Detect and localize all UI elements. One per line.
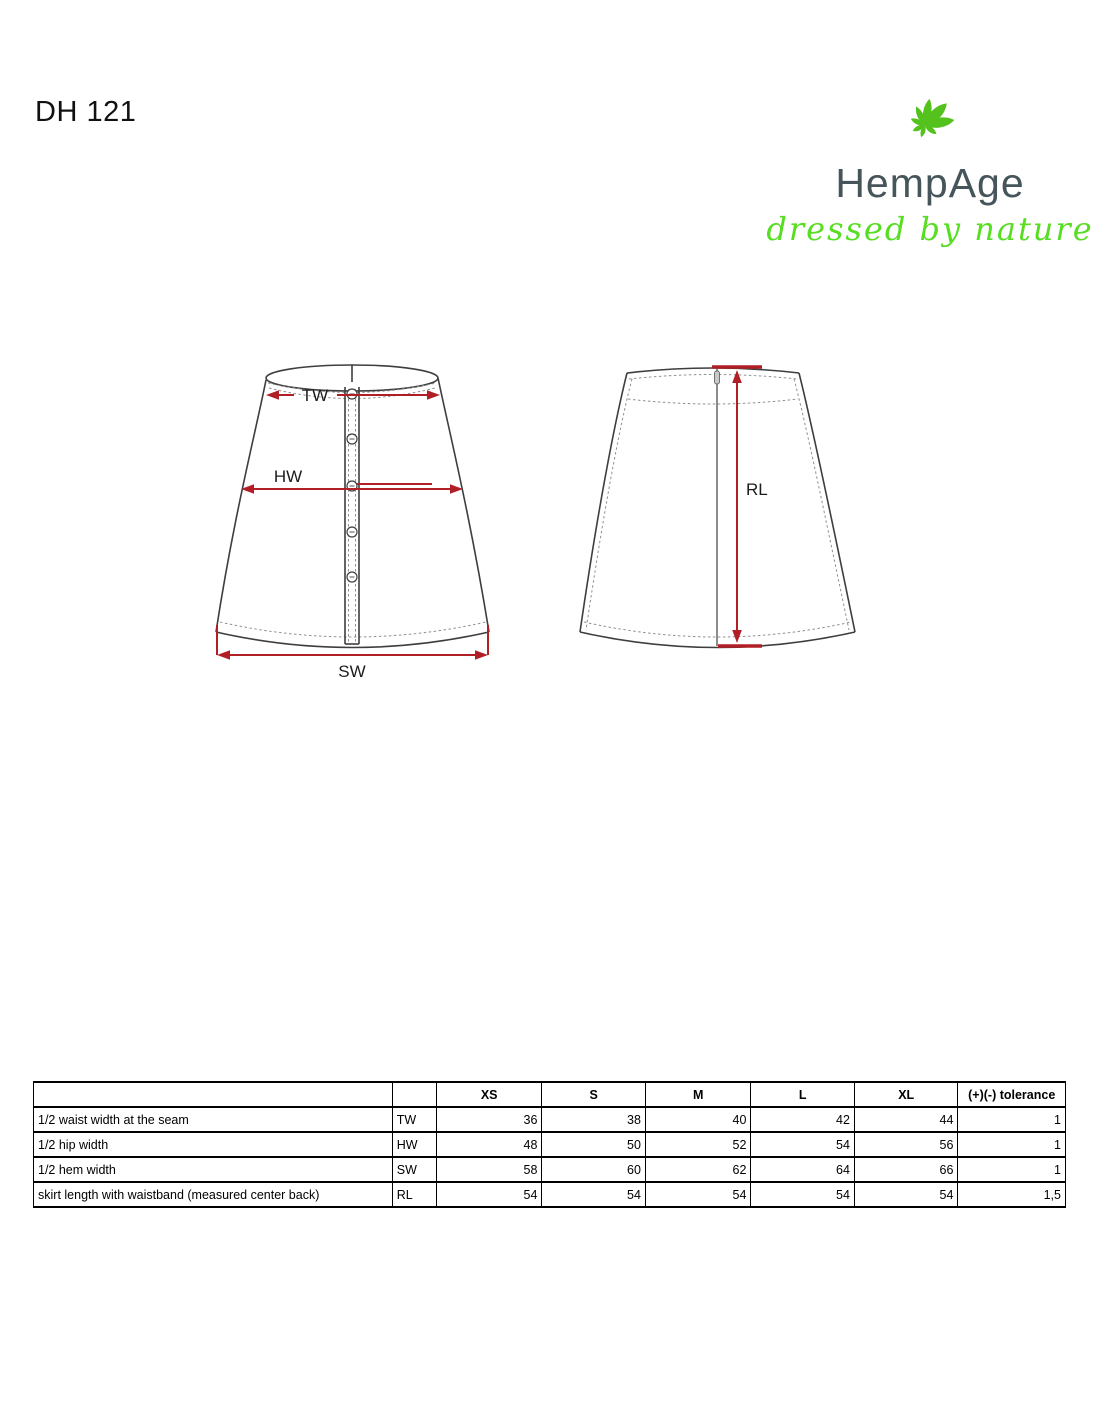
measure-code: RL	[392, 1182, 436, 1207]
size-table-header-row	[34, 1082, 1066, 1107]
header-size-l: L	[751, 1082, 855, 1107]
table-row	[34, 1107, 1066, 1132]
table-row	[34, 1132, 1066, 1157]
size-table	[33, 1081, 1066, 1208]
measure-code: TW	[392, 1107, 436, 1132]
rl-dimension-arrow	[712, 367, 768, 646]
value-tolerance: 1	[958, 1132, 1066, 1157]
value-xl: 66	[854, 1157, 958, 1182]
skirt-front-view	[216, 365, 489, 681]
value-xl: 44	[854, 1107, 958, 1132]
header-size-xs: XS	[436, 1082, 542, 1107]
sw-label: SW	[338, 662, 366, 681]
value-xl: 56	[854, 1132, 958, 1157]
value-m: 62	[645, 1157, 751, 1182]
sw-dimension-arrow	[217, 625, 488, 681]
measure-code: SW	[392, 1157, 436, 1182]
measure-label: skirt length with waistband (measured center back)	[34, 1182, 393, 1207]
value-xs: 58	[436, 1157, 542, 1182]
value-xl: 54	[854, 1182, 958, 1207]
measure-label: 1/2 waist width at the seam	[34, 1107, 393, 1132]
table-row	[34, 1182, 1066, 1207]
value-m: 54	[645, 1182, 751, 1207]
table-row	[34, 1157, 1066, 1182]
value-l: 54	[751, 1182, 855, 1207]
hemp-leaf-icon	[898, 84, 960, 150]
value-tolerance: 1,5	[958, 1182, 1066, 1207]
value-m: 52	[645, 1132, 751, 1157]
header-empty-code	[392, 1082, 436, 1107]
header-size-s: S	[542, 1082, 646, 1107]
rl-label: RL	[746, 480, 768, 499]
hw-label: HW	[273, 467, 303, 486]
value-s: 60	[542, 1157, 646, 1182]
value-tolerance: 1	[958, 1107, 1066, 1132]
value-xs: 54	[436, 1182, 542, 1207]
value-xs: 48	[436, 1132, 542, 1157]
value-xs: 36	[436, 1107, 542, 1132]
value-m: 40	[645, 1107, 751, 1132]
header-size-m: M	[645, 1082, 751, 1107]
value-s: 54	[542, 1182, 646, 1207]
page-title: DH 121	[35, 96, 137, 128]
value-l: 42	[751, 1107, 855, 1132]
header-tolerance: (+)(-) tolerance	[958, 1082, 1066, 1107]
brand-name: HempAge	[835, 160, 1025, 206]
measure-label: 1/2 hem width	[34, 1157, 393, 1182]
tw-label: TW	[301, 386, 329, 405]
zipper-pull-icon	[715, 371, 720, 384]
value-l: 54	[751, 1132, 855, 1157]
header-empty-desc	[34, 1082, 393, 1107]
hw-dimension-arrow	[241, 467, 463, 494]
value-s: 38	[542, 1107, 646, 1132]
measure-code: HW	[392, 1132, 436, 1157]
brand-tagline: dressed by nature	[766, 210, 1094, 248]
value-s: 50	[542, 1132, 646, 1157]
button-row	[347, 389, 357, 582]
value-l: 64	[751, 1157, 855, 1182]
header-size-xl: XL	[854, 1082, 958, 1107]
measure-label: 1/2 hip width	[34, 1132, 393, 1157]
skirt-back-view	[580, 367, 855, 648]
value-tolerance: 1	[958, 1157, 1066, 1182]
skirt-technical-drawing	[0, 330, 1100, 720]
